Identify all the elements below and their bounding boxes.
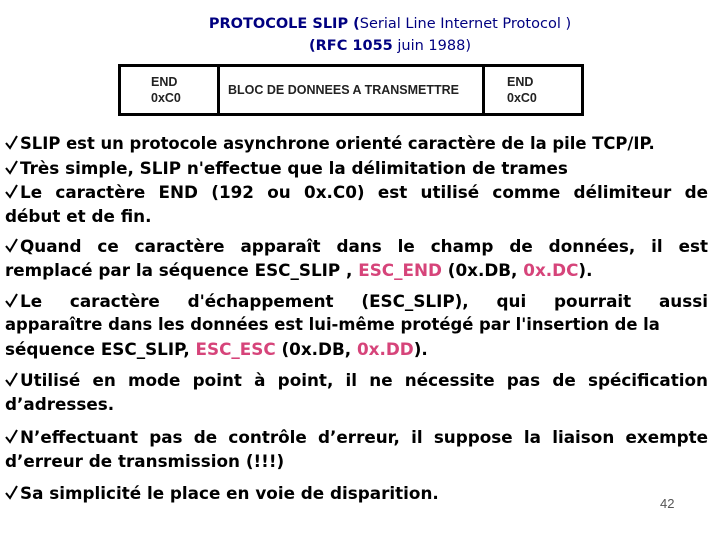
bullet-5-text-e: ). — [413, 339, 428, 359]
bullet-6 — [5, 368, 708, 416]
esc-end-highlight: ESC_END — [358, 260, 442, 280]
bullet-5 — [5, 289, 708, 361]
frame-start-code: 0xC0 — [151, 91, 181, 105]
page-number: 42 — [660, 496, 675, 511]
checkmark-icon — [5, 237, 18, 253]
frame-stop-end — [485, 67, 581, 113]
dc-code-highlight: 0x.DC — [523, 260, 579, 280]
frame-start-label: END — [151, 75, 178, 89]
frame-data-label: BLOC DE DONNEES A TRANSMETTRE — [228, 83, 460, 97]
bullet-3 — [5, 180, 708, 228]
bullet-6-text-line1: Utilisé en mode point à point, il ne nécessite pas de spécification — [20, 370, 708, 390]
bullet-4 — [5, 234, 708, 282]
bullet-4-text-line1: Quand ce caractère apparaît dans le champ de données, il est — [20, 236, 708, 256]
checkmark-icon — [5, 183, 18, 199]
title-line1-bold: PROTOCOLE SLIP ( — [208, 16, 360, 32]
checkmark-icon — [5, 371, 18, 387]
frame-stop-code: 0xC0 — [507, 91, 537, 105]
bullet-5-text-c: (0x.DB, — [275, 339, 357, 359]
checkmark-icon — [5, 134, 18, 150]
checkmark-icon — [5, 428, 18, 444]
bullet-3-text-line1: Le caractère END (192 ou 0x.C0) est utilisé comme délimiteur de — [20, 182, 708, 202]
bullet-8 — [5, 481, 708, 505]
title-line2-light: juin 1988) — [392, 38, 471, 54]
slide-title — [0, 14, 720, 34]
bullet-7-text-line2: d’erreur de transmission (!!!) — [5, 451, 285, 471]
bullet-3-text-line2: début et de fin. — [5, 206, 152, 226]
bullet-5-text-line2: apparaître dans les données est lui-même protégé par l'insertion de la — [5, 315, 660, 334]
dd-code-highlight: 0x.DD — [357, 339, 414, 359]
slip-frame-diagram — [118, 64, 584, 116]
bullet-7-text-line1: N’effectuant pas de contrôle d’erreur, il suppose la liaison exempte — [20, 427, 708, 447]
bullet-4-text-e: ). — [578, 260, 593, 280]
checkmark-icon — [5, 159, 18, 175]
frame-stop-label: END — [507, 75, 534, 89]
frame-start-end — [121, 67, 217, 113]
bullet-4-text-a: remplacé par la séquence ESC_SLIP , — [5, 260, 359, 280]
bullet-2-text: Très simple, SLIP n'effectue que la délimitation de trames — [20, 158, 568, 178]
title-line2-bold: (RFC 1055 — [309, 38, 393, 54]
bullet-8-text: Sa simplicité le place en voie de disparition. — [20, 483, 439, 503]
checkmark-icon — [5, 484, 18, 500]
slide-subtitle — [0, 36, 720, 56]
bullet-6-text-line2: d’adresses. — [5, 394, 115, 414]
checkmark-icon — [5, 292, 18, 308]
esc-esc-highlight: ESC_ESC — [195, 339, 276, 359]
bullet-2 — [5, 156, 708, 180]
title-line1-light: Serial Line Internet Protocol ) — [359, 16, 572, 32]
bullet-7 — [5, 425, 708, 473]
bullet-1-text: SLIP est un protocole asynchrone orienté caractère de la pile TCP/IP. — [20, 134, 655, 153]
bullet-4-text-c: (0x.DB, — [441, 260, 524, 280]
frame-data-block — [217, 67, 485, 113]
bullet-1 — [5, 132, 708, 156]
bullet-5-text-a: séquence ESC_SLIP, — [5, 339, 196, 359]
bullet-5-text-line1: Le caractère d'échappement (ESC_SLIP), qui pourrait aussi — [20, 291, 708, 311]
